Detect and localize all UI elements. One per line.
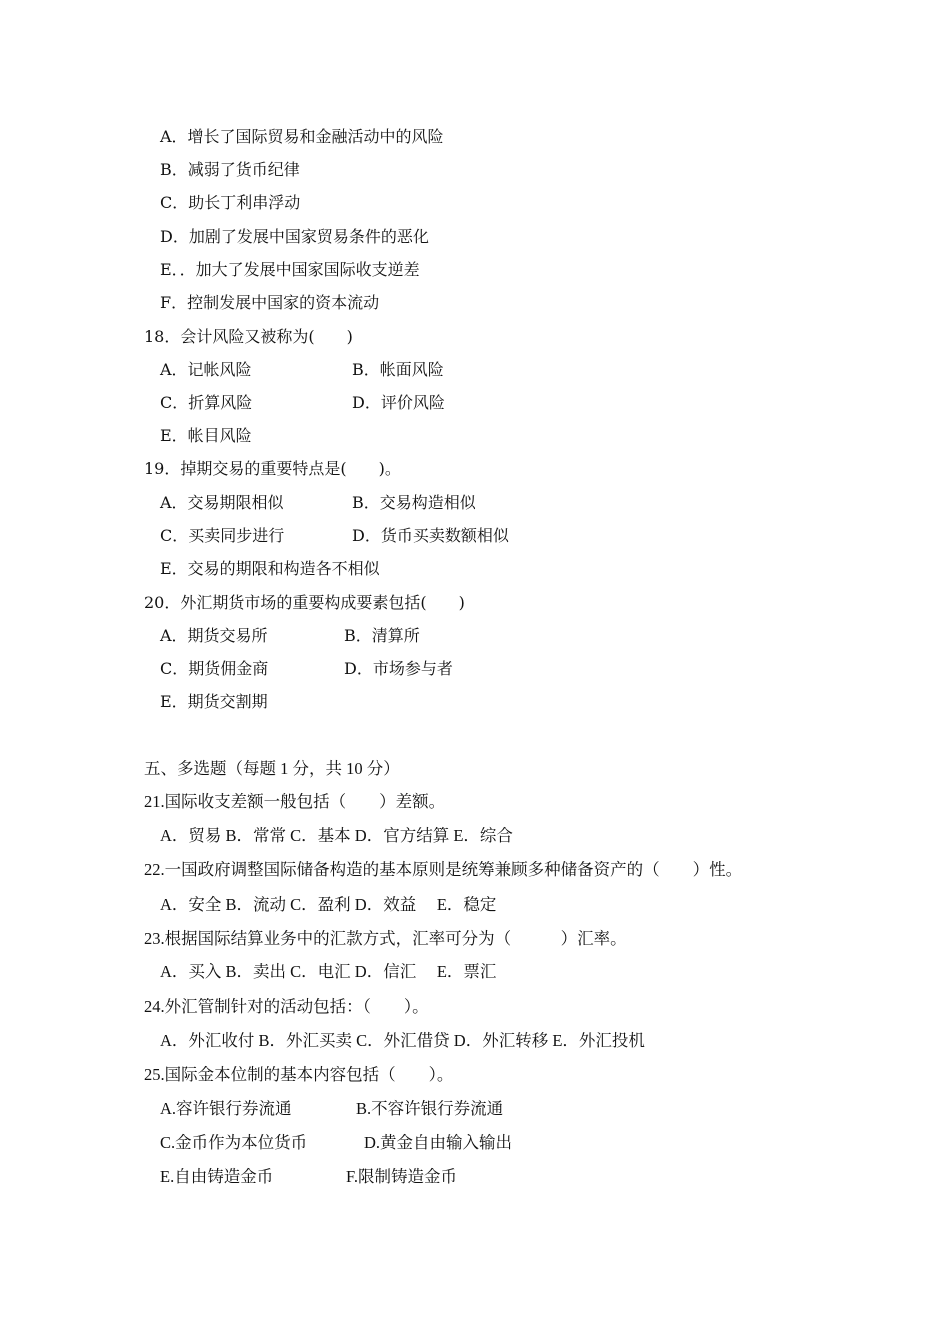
q19-option-e: E．交易的期限和构造各不相似 xyxy=(160,559,380,578)
q19-option-c: C．买卖同步进行 xyxy=(160,526,285,545)
q25-option-d: D.黄金自由输入输出 xyxy=(364,1133,513,1152)
q19-option-d: D．货币买卖数额相似 xyxy=(352,526,509,545)
q20-option-e: E．期货交割期 xyxy=(160,692,268,711)
q25-option-b: B.不容许银行券流通 xyxy=(356,1099,504,1118)
q18-option-d: D．评价风险 xyxy=(352,393,445,412)
q20-option-b: B．清算所 xyxy=(344,626,420,645)
q25-option-f: F.限制铸造金币 xyxy=(346,1167,457,1186)
q18-option-a: A．记帐风险 xyxy=(160,360,252,379)
q25-option-c: C.金币作为本位货币 xyxy=(160,1133,308,1152)
q20-option-d: D．市场参与者 xyxy=(344,659,453,678)
q25-option-a: A.容许银行券流通 xyxy=(160,1099,292,1118)
q18-option-c: C．折算风险 xyxy=(160,393,253,412)
q20-option-c: C．期货佣金商 xyxy=(160,659,269,678)
q19-option-a: A．交易期限相似 xyxy=(160,493,284,512)
q25-option-e: E.自由铸造金币 xyxy=(160,1167,274,1186)
q18-option-b: B．帐面风险 xyxy=(352,360,444,379)
q20-option-a: A．期货交易所 xyxy=(160,626,268,645)
document-page: A．增长了国际贸易和金融活动中的风险 B．减弱了货币纪律 C．助长丁利串浮动 D．加剧了发展中国家贸易条件的恶化 E．．加大了发展中国家国际收支逆差 F．控制发展中国家的资本流动 18．会计风险又被称为( ) A．记帐风险 B．帐面风险 C．折算风险 D．评价风险 E．帐目风险 19．掉期交易的重要特点是( )。 A．交易期限相似 B．交易构造相似 C．买卖同步进行 D．货币买卖数额相似 E．交易的期限和构造各不相似 20．外汇期货市场的重要构成要素包括( ) A．期货交易所 B．清算所 C．期货佣金商 D．市场参与者 E．期货交割期 五、多选题（每题 1 分，共 10 分） 21.国际收支差额一般包括（ ）差额。 A．贸易 B．常常 C．基本 D．官方结算 E．综合 22.一国政府调整国际储备构造的基本原则是统筹兼顾多种储备资产的（ ）性。 A．安全 B．流动 C．盈利 D．效益 E．稳定 23.根据国际结算业务中的汇款方式，汇率可分为（ ）汇率。 A．买入 B．卖出 C．电汇 D．信汇 E．票汇 24.外汇管制针对的活动包括：（ ）。 A．外汇收付 B．外汇买卖 C．外汇借贷 D．外汇转移 E．外汇投机 25.国际金本位制的基本内容包括（ ）。 A.容许银行券流通 B.不容许银行券流通 C.金币作为本位货币 D.黄金自由输入输出 E.自由铸造金币 F.限制铸造金币 xyxy=(0,0,950,1344)
q18-option-e: E．帐目风险 xyxy=(160,426,252,445)
q19-option-b: B．交易构造相似 xyxy=(352,493,476,512)
